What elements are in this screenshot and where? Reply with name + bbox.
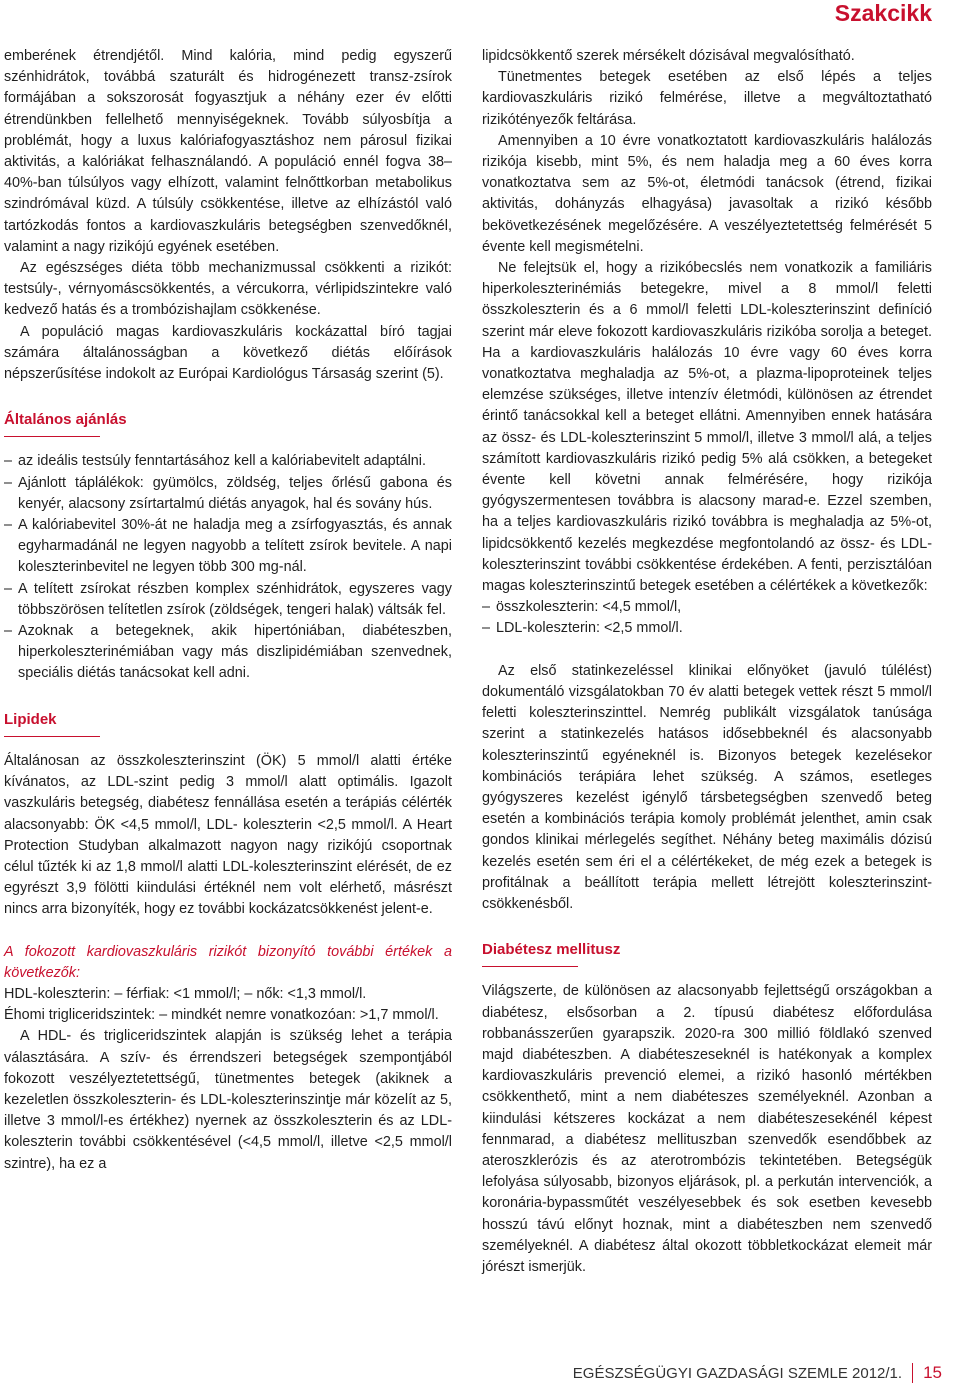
dash-bullet: – <box>4 474 13 491</box>
left-column <box>4 46 452 1175</box>
recommendation-list <box>4 451 452 684</box>
spacer <box>4 921 452 942</box>
paragraph: Amennyiben a 10 évre vonatkoztatott kardiovaszkuláris halálozás rizikója kisebb, mint 5%, és nem haladja meg a 60 éves korra vonatkoztatva sem az 5%-ot, életmódi tanácsok (étrend, fizikai aktivitás, dohányzás elhagyása) javasoltak a rizikó később bekövetkezésének megelőzésére. A veszélyeztetettség felmérését 5 évente kell megismételni. <box>482 132 932 255</box>
paragraph: Az egészséges diéta több mechanizmussal csökkenti a rizikót: testsúly-, vérnyomáscsökkentés, a vércukorra, vérlipidszintekre való kedvező hatás és a trombózishajlam csökkenése. <box>4 260 452 319</box>
list-item: – összkoleszterin: <4,5 mmol/l, <box>482 597 932 618</box>
section-heading-diabetes: Diabétesz mellitusz <box>482 941 621 959</box>
list-item: – A telített zsírokat részben komplex szénhidrátok, egyszeres vagy többszörösen telítetlen zsírok (zöldségek, tengeri halak) váltsák fel. <box>4 580 452 618</box>
dash-bullet: – <box>4 517 13 534</box>
section-heading-lipids: Lipidek <box>4 710 57 728</box>
subheading: A fokozott kardiovaszkuláris rizikót bizonyító további értékek a következők: <box>4 943 452 981</box>
page-footer <box>573 1363 942 1383</box>
paragraph: Világszerte, de különösen az alacsonyabb fejlettségű országokban a diabétesz, elsősorban a 2. típusú diabétesz előfordulása robbanásszerűen gyarapszik. 2020-ra 300 millió földlakó szenved majd diabéteszben. A diabéteszeseknél is hatékonyak a komplex kardiovaszkuláris prevenció elemei, a rizikó hasonló mértékben csökkenthető, mint a nem diabéteszes személyeknél. Azonban a kiindulási kétszeres kockázat a nem diabéteszesekénél képest fennmarad, a diabétesz mellituszban szenvedők esendőbbek az ateroszklerózis és az aterotrombózis tekintetében. Betegségük lefolyása súlyosabb, bizonyos eljárások, pl. a perkután intervenciók, a koronária-bypassműtét veszélyesebbek és sok esetben kevesebb hosszú távú előnyt hoznak, mint a diabéteszben nem szenvedő személyeknél. A diabétesz által okozott többletkockázat elemeit már jórészt ismerjük. <box>482 983 932 1275</box>
heading-underline <box>482 966 578 967</box>
spacer <box>482 640 932 661</box>
section-heading-general: Általános ajánlás <box>4 411 127 429</box>
paragraph: emberének étrendjétől. Mind kalória, mind pedig egyszerű szénhidrátok, továbbá szaturált és hidrogénezett transz-zsírok formájában a sokszorosát fogyasztjuk a néhány ezer év előtti étrendünkben fellelhető mennyiségeknek. Tovább súlyosbítja a problémát, hogy a luxus kalóriafogyasztáshoz nem párosul fizikai aktivitás, a kalóriákat felhasználandó. A populáció ennél fogva 38–40%-ban túlsúlyos vagy elhízott, valamint felnőttkorban metabolikus szindrómával küzd. A túlsúly csökkentése, illetve az elhízástól való tartózkodás fontos a kardiovaszkuláris betegségben szenvedőknél, valamint a nagy rizikójú egyének esetében. <box>4 48 452 255</box>
paragraph: Az első statinkezeléssel klinikai előnyöket (javuló túlélést) dokumentáló vizsgálatokban 70 év alatti betegek vettek részt 5 mmol/l feletti koleszterinszinttel. Nemrég publikált vizsgálatok tanúsága szerint a statinkezelés hatásos idősebbeknél és alacsonyabb koleszterinszintű egyéneknél is. Bizonyos betegek kezelésekor kombinációs terápiára lehet szükség. A számos, esetleges gyógyszeres kezelést igénylő társbetegségben szenvedő beteg esetén a kombinációs terápia komoly problémát jelenthet, amin csak gondos klinikai mérlegelés segíthet. Néhány beteg maximális dózisú kezelés esetén sem éri el a célértékeket, de még ezek a betegek is profitálnak a beállított terápia mellett létrejött koleszterinszint-csökkenésből. <box>482 662 932 912</box>
paragraph: lipidcsökkentő szerek mérsékelt dózisával megvalósítható. <box>482 48 855 64</box>
paragraph: Ne felejtsük el, hogy a rizikóbecslés nem vonatkozik a familiáris hiperkoleszterinémiás betegekre, mivel a 8 mmol/l feletti összkoleszterin és a 6 mmol/l feletti LDL-koleszterinszint definíció szerint már eleve fokozott kardiovaszkuláris rizikóba sorolja a beteget. Ha a kardiovaszkuláris halálozás 10 évre vagy 60 éves korra vonatkoztatva meghaladja az 5%-ot, a plazma-lipoproteinek teljes elemzése szükséges, illetve intenzív életmódi, különösen az étrendet érintő tanácsokkal kell a beteget ellátni. Amennyiben ennek hatására az össz- és LDL-koleszterinszint 5 mmol/l, illetve 3 mmol/l alá, a teljes számított kardiovaszkuláris rizikó pedig 5% alá csökken, a betegeket évente kell követni annak felmérésére, hogy rizikója gyógyszermentesen továbbra is alacsony marad-e. Ezzel szemben, ha a teljes kardiovaszkuláris rizikó továbbra is meghaladja az 5%-ot, lipidcsökkentő kezelés megkezdése megfontolandó az össz- és LDL-koleszterinszint további csökkentése érdekében. A fenti, perzisztálóan magas koleszterinszintű betegek esetében a célértékek a következők: <box>482 260 932 595</box>
heading-underline <box>4 436 100 437</box>
dash-bullet: – <box>482 620 491 637</box>
paragraph: Általánosan az összkoleszterinszint (ÖK) 5 mmol/l alatti értéke kívánatos, az LDL-szint pedig 3 mmol/l alatt optimális. Igazolt vaszkuláris betegség, diabétesz fennállása esetén a terápiás célérték alacsonyabb: ÖK <4,5 mmol/l, LDL- koleszterin <2,5 mmol/l. A Heart Protection Studyban alkalmazott nagyon nagy rizikójú csoportnak célul tűzték ki az 1,8 mmol/l alatti LDL-koleszterinszint elérését, de ez egyrészt 3,9 fölötti kiindulási értéknél nem volt elérhető, másrészt nincs arra bizonyíték, hogy ez további kockázatcsökkenést jelent-e. <box>4 752 452 918</box>
list-item: – A kalóriabevitel 30%-át ne haladja meg a zsírfogyasztás, és annak egyharmadánál ne legyen nagyobb a telített zsírok bevitele. A napi koleszterinbevitel ne legyen több 300 mg-nál. <box>4 517 452 576</box>
dash-bullet: – <box>482 599 491 616</box>
hdl-line: HDL-koleszterin: – férfiak: <1 mmol/l; – nők: <1,3 mmol/l. <box>4 985 367 1002</box>
paragraph: A HDL- és trigliceridszintek alapján is szükség lehet a terápia választására. A szív- és érrendszeri betegségek szempontjából fokozott veszélyeztetettségű, tünetmentes betegek (akiknek a kezeletlen összkoleszterin- és LDL-koleszterinszintje már közelít az 5, illetve 3 mmol/l-es értékhez) nyernek az összkoleszterin és az LDL-koleszterin további csökkentésével (<4,5 mmol/l, illetve <2,5 mmol/l szintre), ha ez a <box>4 1028 452 1172</box>
heading-underline <box>4 736 100 737</box>
journal-name: EGÉSZSÉGÜGYI GAZDASÁGI SZEMLE 2012/1. <box>572 1364 903 1382</box>
page-number: 15 <box>923 1363 942 1382</box>
dash-bullet: – <box>4 623 13 640</box>
right-column <box>482 46 932 1278</box>
target-values-list <box>482 597 932 639</box>
list-item: – Azoknak a betegeknek, akik hipertóniában, diabéteszben, hiperkoleszterinémiában vagy más diszlipidémiában szenvednek, speciális diétás tanácsokat kell adni. <box>4 623 452 682</box>
list-item: – LDL-koleszterin: <2,5 mmol/l. <box>482 618 932 639</box>
dash-bullet: – <box>4 453 13 470</box>
paragraph: A populáció magas kardiovaszkuláris kockázattal bíró tagjai számára általánosságban a következő diétás előírások népszerűsítése indokolt az Európai Kardiológus Társaság szerint (5). <box>4 323 452 383</box>
dash-bullet: – <box>4 580 13 597</box>
list-item: – az ideális testsúly fenntartásához kell a kalóriabevitelt adaptálni. <box>4 451 452 472</box>
section-label: Szakcikk <box>834 0 932 26</box>
paragraph: Tünetmentes betegek esetében az első lépés a teljes kardiovaszkuláris rizikó felmérése, illetve a megváltoztatható rizikótényezők feltárása. <box>482 69 932 128</box>
list-item: – Ajánlott táplálékok: gyümölcs, zöldség, teljes őrlésű gabona és kenyér, alacsony zsírtartalmú diétás anyagok, hal és sovány hús. <box>4 474 452 512</box>
footer-separator <box>912 1363 913 1383</box>
triglyceride-line: Éhomi trigliceridszintek: – mindkét nemre vonatkozóan: >1,7 mmol/l. <box>4 1007 439 1024</box>
